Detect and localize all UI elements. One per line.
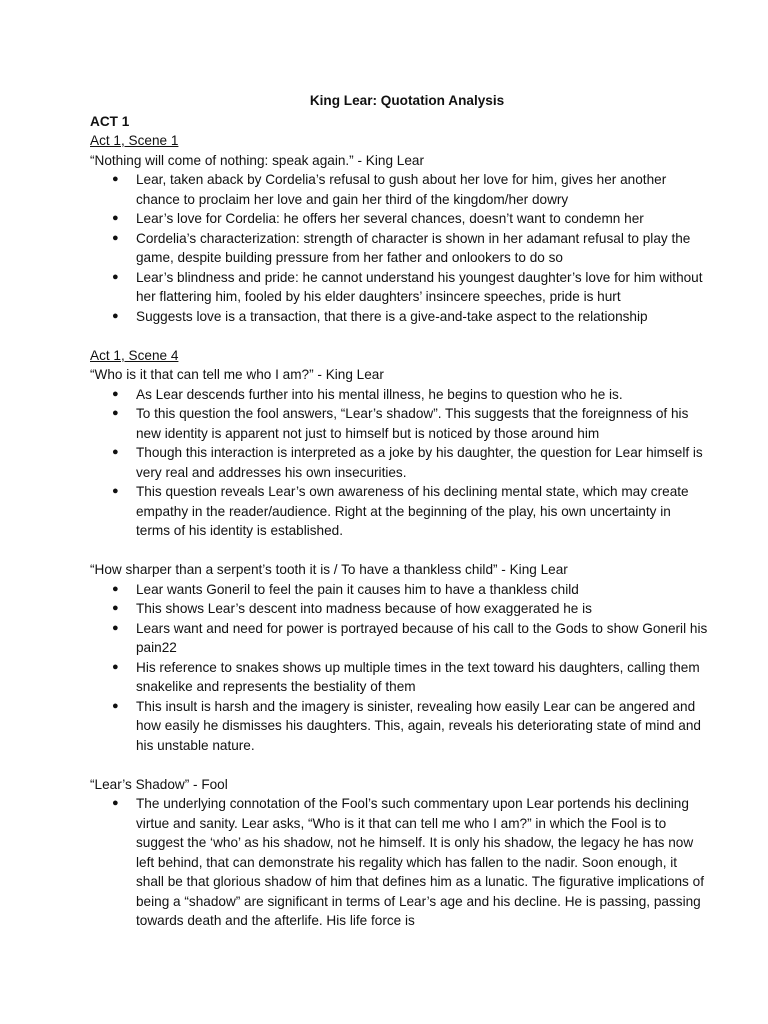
bullet-text: This shows Lear’s descent into madness because of how exaggerated he is xyxy=(136,601,592,616)
bullet-text: This question reveals Lear’s own awareness of his declining mental state, which may create empathy in the reader/audience. Right at the beginning of the play, his own uncertainty in terms of his identity is established. xyxy=(136,484,689,538)
bullet-text: The underlying connotation of the Fool’s such commentary upon Lear portends his declining virtue and sanity. Lear asks, “Who is it that can tell me who I am?” in which the Fool is to suggest the ‘who’ as his shadow, not he himself. It is only his shadow, the legacy he has now left behind, that can demonstrate his regality which has fallen to the nadir. Soon enough, it shall be that glorious shadow of him that defines him as a lunatic. The figurative implications of being a “shadow” are significant in terms of Lear’s age and his decline. He is passing, passing towards death and the afterlife. His life force is xyxy=(136,796,704,928)
bullet-list xyxy=(90,385,708,541)
bullet-item xyxy=(112,697,708,756)
bullet-item xyxy=(112,619,708,658)
bullet-item xyxy=(112,658,708,697)
bullet-item xyxy=(112,443,708,482)
scene-heading: Act 1, Scene 4 xyxy=(90,347,179,363)
section-act1-scene1 xyxy=(90,131,708,326)
bullet-list xyxy=(90,794,708,931)
bullet-icon: ● xyxy=(112,212,119,224)
bullet-text: Though this interaction is interpreted as a joke by his daughter, the question for Lear himself is very real and addresses his own insecurities. xyxy=(136,445,703,480)
bullet-text: His reference to snakes shows up multiple times in the text toward his daughters, calling them snakelike and represents the bestiality of them xyxy=(136,659,700,694)
quotation: “Who is it that can tell me who I am?” - King Lear xyxy=(90,367,384,382)
quotation: “Nothing will come of nothing: speak again.” - King Lear xyxy=(90,152,424,168)
spacer xyxy=(90,755,708,775)
bullet-icon: ● xyxy=(112,582,119,595)
bullet-item xyxy=(112,482,708,541)
bullet-text: This insult is harsh and the imagery is sinister, revealing how easily Lear can be angered and how easily he dismisses his daughters. This, again, reveals his deteriorating state of mind and his unstable nature. xyxy=(136,698,701,753)
section-serpent-tooth xyxy=(90,560,708,755)
bullet-item xyxy=(112,404,708,443)
bullet-text: Lears want and need for power is portrayed because of his call to the Gods to show Goneril his pain22 xyxy=(136,620,708,655)
bullet-text: Lear’s love for Cordelia: he offers her several chances, doesn’t want to condemn her xyxy=(136,211,644,226)
bullet-text: Lear, taken aback by Cordelia’s refusal to gush about her love for him, gives her another chance to proclaim her love and gain her third of the kingdom/her dowry xyxy=(136,172,667,207)
bullet-text: Suggests love is a transaction, that there is a give-and-take aspect to the relationship xyxy=(136,308,648,324)
scene-heading: Act 1, Scene 1 xyxy=(90,133,179,148)
bullet-icon: ● xyxy=(112,387,119,400)
bullet-item xyxy=(112,599,708,619)
bullet-text: To this question the fool answers, “Lear’s shadow”. This suggests that the foreignness of his new identity is apparent not just to himself but is noticed by those around him xyxy=(136,406,689,441)
bullet-item xyxy=(112,170,708,209)
bullet-icon: ● xyxy=(112,231,119,244)
bullet-item xyxy=(112,209,708,229)
bullet-icon: ● xyxy=(112,660,119,673)
bullet-item xyxy=(112,229,708,268)
bullet-icon: ● xyxy=(112,446,119,458)
bullet-item xyxy=(112,794,708,931)
bullet-item xyxy=(112,580,708,600)
bullet-icon: ● xyxy=(112,407,119,419)
bullet-icon: ● xyxy=(112,602,119,614)
bullet-icon: ● xyxy=(112,309,119,322)
bullet-text: Lear wants Goneril to feel the pain it causes him to have a thankless child xyxy=(136,581,579,597)
bullet-icon: ● xyxy=(112,621,119,634)
bullet-icon: ● xyxy=(112,699,119,712)
section-lears-shadow xyxy=(90,775,708,931)
bullet-icon: ● xyxy=(112,485,119,497)
bullet-text: Lear’s blindness and pride: he cannot understand his youngest daughter’s love for him without her flattering him, fooled by his elder daughters’ insincere speeches, pride is hurt xyxy=(136,269,703,304)
bullet-item xyxy=(112,307,708,327)
quotation: “How sharper than a serpent’s tooth it is / To have a thankless child” - King Lear xyxy=(90,562,568,577)
spacer xyxy=(90,326,708,346)
spacer xyxy=(90,541,708,561)
bullet-text: Cordelia’s characterization: strength of character is shown in her adamant refusal to play the game, despite building pressure from her father and onlookers to do so xyxy=(136,230,691,265)
bullet-list xyxy=(90,170,708,326)
section-act1-scene4 xyxy=(90,346,708,541)
bullet-text: As Lear descends further into his mental illness, he begins to question who he is. xyxy=(136,386,623,402)
bullet-item xyxy=(112,385,708,405)
act-heading: ACT 1 xyxy=(90,113,130,129)
document-title: King Lear: Quotation Analysis xyxy=(309,93,505,108)
bullet-icon: ● xyxy=(112,797,119,809)
bullet-list xyxy=(90,580,708,756)
bullet-icon: ● xyxy=(112,270,119,283)
bullet-item xyxy=(112,268,708,307)
quotation: “Lear’s Shadow” - Fool xyxy=(90,776,228,792)
bullet-icon: ● xyxy=(112,173,119,185)
